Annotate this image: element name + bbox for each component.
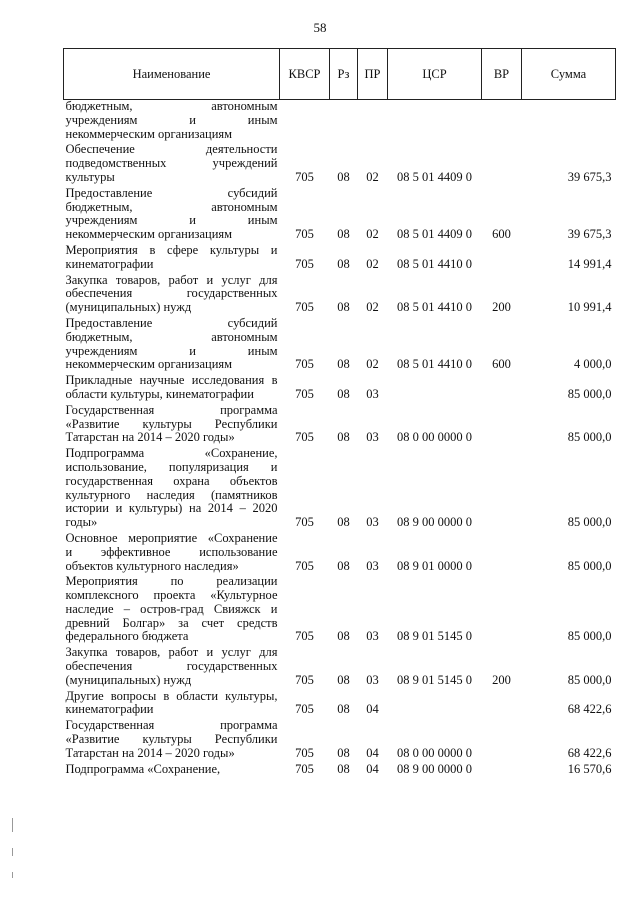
row-sum: 4 000,0	[574, 357, 612, 372]
row-name	[64, 187, 280, 244]
row-rz: 08	[337, 256, 350, 271]
row-pr: 02	[366, 357, 379, 372]
row-kvsr: 705	[295, 227, 314, 242]
row-pr: 04	[366, 745, 379, 760]
table-body	[64, 100, 616, 779]
row-sum: 68 422,6	[567, 702, 612, 717]
table-row	[64, 317, 616, 374]
row-csr: 08 0 00 0000 0	[397, 430, 472, 445]
row-name-line: истории и культуры) на 2014 – 2020	[65, 501, 278, 516]
row-kvsr: 705	[295, 515, 314, 530]
table-row	[64, 374, 616, 404]
row-pr: 02	[366, 227, 379, 242]
row-vr	[482, 690, 522, 720]
row-sum: 85 000,0	[567, 672, 612, 687]
row-csr: 08 9 01 5145 0	[397, 672, 472, 687]
row-sum: 85 000,0	[567, 629, 612, 644]
row-name	[64, 690, 280, 720]
table-row	[64, 404, 616, 447]
row-sum: 85 000,0	[567, 386, 612, 401]
table-row	[64, 719, 616, 762]
row-name-line: Татарстан на 2014 – 2020 годы»	[65, 745, 235, 760]
row-name-line: Государственная программа	[65, 718, 278, 733]
row-name-line: Подпрограмма «Сохранение,	[65, 446, 278, 461]
row-vr	[482, 374, 522, 404]
row-kvsr: 705	[295, 256, 314, 271]
row-rz: 08	[337, 300, 350, 315]
row-name-line: бюджетным, автономным	[65, 329, 278, 344]
row-name-line: федерального бюджета	[65, 629, 189, 644]
row-name-line: некоммерческим организациям	[65, 126, 233, 141]
row-rz: 08	[337, 745, 350, 760]
row-csr	[388, 374, 482, 404]
row-sum: 10 991,4	[567, 300, 612, 315]
row-pr: 02	[366, 169, 379, 184]
row-pr	[358, 100, 388, 144]
row-vr	[482, 575, 522, 646]
row-kvsr	[280, 100, 330, 144]
row-pr: 04	[366, 702, 379, 717]
row-pr: 03	[366, 672, 379, 687]
row-pr: 03	[366, 430, 379, 445]
row-name-line: учреждениям и иным	[65, 213, 278, 228]
row-name-line: некоммерческим организациям	[65, 227, 233, 242]
row-name-line: бюджетным, автономным	[65, 99, 278, 113]
table-row	[64, 763, 616, 779]
row-name	[64, 532, 280, 575]
row-kvsr: 705	[295, 169, 314, 184]
row-csr	[388, 690, 482, 720]
row-csr: 08 9 01 5145 0	[397, 629, 472, 644]
row-vr	[482, 404, 522, 447]
table-row	[64, 447, 616, 532]
row-name-line: (муниципальных) нужд	[65, 672, 192, 687]
row-name	[64, 575, 280, 646]
row-name-line: и эффективное использование	[65, 544, 278, 559]
table-row	[64, 690, 616, 720]
row-rz	[330, 100, 358, 144]
row-name-line: учреждениям и иным	[65, 343, 278, 358]
row-name-line: Закупка товаров, работ и услуг для	[65, 272, 278, 287]
row-name	[64, 143, 280, 186]
header-rz: Рз	[330, 49, 358, 100]
row-name-line: Прикладные научные исследования в	[65, 373, 278, 388]
row-kvsr: 705	[295, 430, 314, 445]
row-csr: 08 0 00 0000 0	[397, 745, 472, 760]
row-name-line: Предоставление субсидий	[65, 185, 278, 200]
row-name	[64, 719, 280, 762]
row-name-line: кинематографии	[65, 256, 154, 271]
row-sum: 68 422,6	[567, 745, 612, 760]
row-name-line: Подпрограмма «Сохранение,	[65, 761, 221, 776]
row-pr: 03	[366, 558, 379, 573]
row-kvsr: 705	[295, 558, 314, 573]
row-name-line: «Развитие культуры Республики	[65, 732, 278, 747]
row-name	[64, 100, 280, 144]
row-rz: 08	[337, 629, 350, 644]
row-vr	[482, 447, 522, 532]
row-name-line: (муниципальных) нужд	[65, 300, 192, 315]
row-rz: 08	[337, 672, 350, 687]
page-number: 58	[313, 20, 327, 35]
table-row	[64, 100, 616, 144]
row-pr: 02	[366, 300, 379, 315]
row-pr: 03	[366, 629, 379, 644]
table-row	[64, 575, 616, 646]
row-sum: 85 000,0	[567, 515, 612, 530]
row-name-line: Государственная программа	[65, 402, 278, 417]
row-name-line: культуры	[65, 169, 115, 184]
row-rz: 08	[337, 515, 350, 530]
header-csr: ЦСР	[388, 49, 482, 100]
header-pr: ПР	[358, 49, 388, 100]
row-sum: 39 675,3	[567, 227, 612, 242]
row-kvsr: 705	[295, 745, 314, 760]
row-name-line: Другие вопросы в области культуры,	[65, 688, 278, 703]
row-sum: 85 000,0	[567, 430, 612, 445]
row-vr	[482, 719, 522, 762]
row-name-line: обеспечения государственных	[65, 286, 278, 301]
row-name-line: учреждениям и иным	[65, 112, 278, 127]
row-name-line: Закупка товаров, работ и услуг для	[65, 645, 278, 660]
row-sum: 16 570,6	[567, 761, 612, 776]
row-sum: 85 000,0	[567, 558, 612, 573]
row-name-line: «Развитие культуры Республики	[65, 416, 278, 431]
row-name-line: обеспечения государственных	[65, 659, 278, 674]
row-kvsr: 705	[295, 300, 314, 315]
row-kvsr: 705	[295, 629, 314, 644]
row-name	[64, 646, 280, 689]
row-rz: 08	[337, 227, 350, 242]
row-sum: 14 991,4	[567, 256, 612, 271]
row-name-line: Обеспечение деятельности	[65, 142, 278, 157]
row-vr	[482, 532, 522, 575]
header-vr: ВР	[482, 49, 522, 100]
row-vr: 600	[492, 357, 511, 372]
row-name-line: использование, популяризация и	[65, 459, 278, 474]
row-rz: 08	[337, 558, 350, 573]
row-name-line: подведомственных учреждений	[65, 156, 278, 171]
row-kvsr: 705	[295, 357, 314, 372]
row-vr	[482, 100, 522, 144]
header-sum: Сумма	[522, 49, 616, 100]
table-row	[64, 532, 616, 575]
row-pr: 04	[366, 761, 379, 776]
header-kvsr: КВСР	[280, 49, 330, 100]
row-rz: 08	[337, 430, 350, 445]
row-vr	[482, 244, 522, 274]
margin-mark	[12, 872, 13, 878]
table-row	[64, 274, 616, 317]
row-name-line: объектов культурного наследия»	[65, 558, 239, 573]
row-sum: 39 675,3	[567, 169, 612, 184]
row-name	[64, 447, 280, 532]
row-name-line: Основное мероприятие «Сохранение	[65, 530, 278, 545]
row-vr	[482, 763, 522, 779]
row-name	[64, 763, 280, 779]
budget-table	[63, 48, 616, 778]
row-pr: 03	[366, 386, 379, 401]
margin-mark	[12, 848, 13, 856]
row-name	[64, 244, 280, 274]
row-rz: 08	[337, 386, 350, 401]
row-name	[64, 404, 280, 447]
row-name-line: Предоставление субсидий	[65, 315, 278, 330]
row-csr: 08 9 00 0000 0	[397, 761, 472, 776]
row-name-line: комплексного проекта «Культурное	[65, 588, 278, 603]
row-rz: 08	[337, 702, 350, 717]
row-csr: 08 9 01 0000 0	[397, 558, 472, 573]
row-vr: 600	[492, 227, 511, 242]
row-name-line: кинематографии	[65, 702, 154, 717]
row-kvsr: 705	[295, 672, 314, 687]
row-name-line: бюджетным, автономным	[65, 199, 278, 214]
table-header	[64, 49, 616, 100]
header-name: Наименование	[64, 49, 280, 100]
row-name	[64, 317, 280, 374]
row-rz: 08	[337, 761, 350, 776]
row-sum	[522, 100, 616, 144]
row-pr: 03	[366, 515, 379, 530]
row-name-line: Мероприятия по реализации	[65, 574, 278, 589]
row-name-line: некоммерческим организациям	[65, 357, 233, 372]
row-name	[64, 274, 280, 317]
row-csr: 08 5 01 4409 0	[397, 227, 472, 242]
table-row	[64, 646, 616, 689]
row-csr: 08 5 01 4410 0	[397, 256, 472, 271]
row-kvsr: 705	[295, 386, 314, 401]
row-name-line: государственная охрана объектов	[65, 473, 278, 488]
row-name-line: Татарстан на 2014 – 2020 годы»	[65, 430, 235, 445]
row-vr	[482, 143, 522, 186]
row-name-line: наследие – остров-град Свияжск и	[65, 601, 278, 616]
row-name	[64, 374, 280, 404]
table-row	[64, 187, 616, 244]
row-csr: 08 5 01 4410 0	[397, 357, 472, 372]
table-row	[64, 143, 616, 186]
row-vr: 200	[492, 300, 511, 315]
row-kvsr: 705	[295, 702, 314, 717]
table-row	[64, 244, 616, 274]
row-csr: 08 5 01 4409 0	[397, 169, 472, 184]
row-csr: 08 5 01 4410 0	[397, 300, 472, 315]
row-pr: 02	[366, 256, 379, 271]
row-name-line: Мероприятия в сфере культуры и	[65, 242, 278, 257]
row-name-line: области культуры, кинематографии	[65, 386, 254, 401]
row-name-line: древний Болгар» за счет средств	[65, 615, 278, 630]
row-csr	[388, 100, 482, 144]
row-kvsr: 705	[295, 761, 314, 776]
row-vr: 200	[492, 672, 511, 687]
row-csr: 08 9 00 0000 0	[397, 515, 472, 530]
row-rz: 08	[337, 357, 350, 372]
margin-mark	[12, 818, 13, 832]
row-name-line: культурного наследия (памятников	[65, 487, 278, 502]
row-name-line: годы»	[65, 515, 98, 530]
row-rz: 08	[337, 169, 350, 184]
